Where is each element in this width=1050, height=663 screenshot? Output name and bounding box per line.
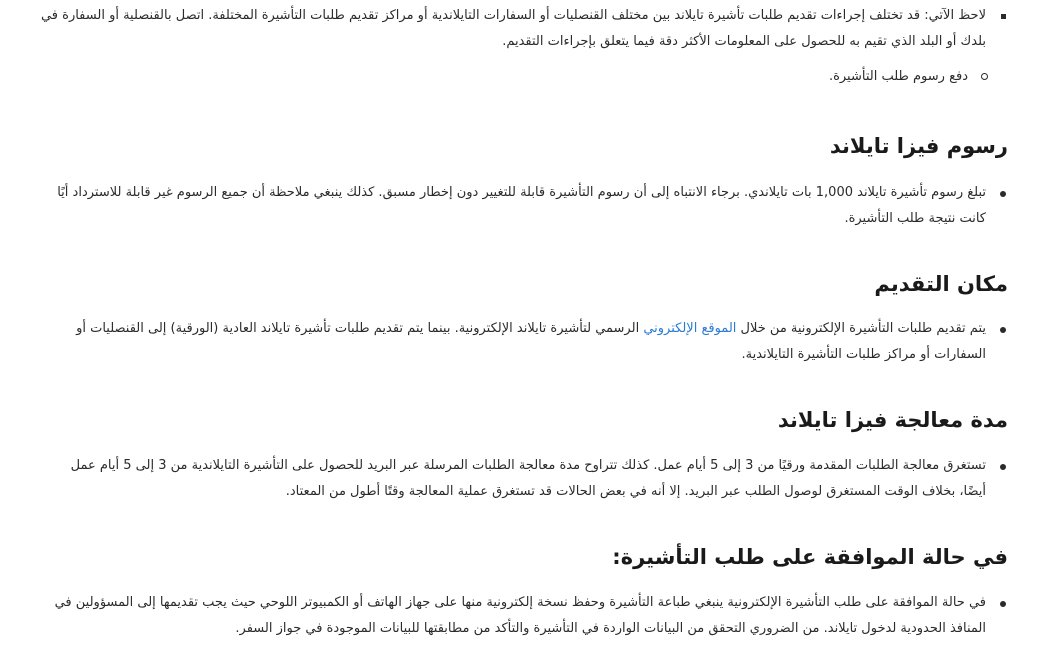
location-list-item (40, 316, 1008, 368)
approval-text: في حالة الموافقة على طلب التأشيرة الإلكترونية ينبغي طباعة التأشيرة وحفظ نسخة إلكترونية منها على جهاز الهاتف أو الكمبيوتر اللوحي حيث يجب تقديمها إلى المسؤولين في المنافذ الحدودية لدخول تايلاند. من الضروري التحقق من البيانات الواردة في التأشيرة والتأكد من مطابقتها للبيانات الموجودة في جواز السفر. (54, 595, 986, 636)
fees-list-item (40, 180, 1008, 232)
approval-heading: في حالة الموافقة على طلب التأشيرة: (612, 545, 1008, 569)
step-text: دفع رسوم طلب التأشيرة. (828, 69, 968, 84)
square-bullet-icon (1001, 14, 1006, 19)
approval-list-item (40, 590, 1008, 642)
circle-bullet-icon (981, 73, 988, 80)
fees-heading: رسوم فيزا تايلاند (829, 134, 1008, 158)
location-text-before: يتم تقديم طلبات التأشيرة الإلكترونية من خلال (740, 321, 986, 336)
official-website-link[interactable]: الموقع الإلكتروني (643, 321, 737, 336)
location-heading: مكان التقديم (874, 272, 1008, 296)
step-list-item (40, 64, 1008, 90)
processing-heading: مدة معالجة فيزا تايلاند (777, 408, 1008, 432)
round-bullet-icon (1000, 327, 1006, 333)
note-text: لاحظ الآتي: قد تختلف إجراءات تقديم طلبات تأشيرة تايلاند بين مختلف القنصليات أو السفارات التايلاندية أو مراكز تقديم طلبات التأشيرة المختلفة. اتصل بالقنصلية أو السفارة في بلدك أو البلد الذي تقيم به للحصول على المعلومات الأكثر دقة فيما يتعلق بإجراءات التقديم. (40, 8, 986, 49)
location-text-after: الرسمي لتأشيرة تايلاند الإلكترونية. بينما يتم تقديم طلبات تأشيرة تايلاند العادية (الورقية) إلى القنصليات أو السفارات أو مراكز طلبات التأشيرة التايلاندية. (76, 321, 986, 362)
round-bullet-icon (1000, 464, 1006, 470)
round-bullet-icon (1000, 191, 1006, 197)
processing-text: تستغرق معالجة الطلبات المقدمة ورقيًا من 3 إلى 5 أيام عمل. كذلك تتراوح مدة معالجة الطلبات المرسلة عبر البريد للحصول على التأشيرة التايلاندية من 3 إلى 5 أيام عمل أيضًا، بخلاف الوقت المستغرق لوصول الطلب عبر البريد. إلا أنه في بعض الحالات قد تستغرق عملية المعالجة وقتًا أطول من المعتاد. (70, 458, 986, 499)
round-bullet-icon (1000, 601, 1006, 607)
fees-text: تبلغ رسوم تأشيرة تايلاند 1,000 بات تايلاندي. برجاء الانتباه إلى أن رسوم التأشيرة قابلة للتغيير دون إخطار مسبق. كذلك ينبغي ملاحظة أن جميع الرسوم غير قابلة للاسترداد أيًا كانت نتيجة طلب التأشيرة. (57, 185, 986, 226)
processing-list-item (40, 453, 1008, 505)
note-list-item (40, 3, 1008, 55)
